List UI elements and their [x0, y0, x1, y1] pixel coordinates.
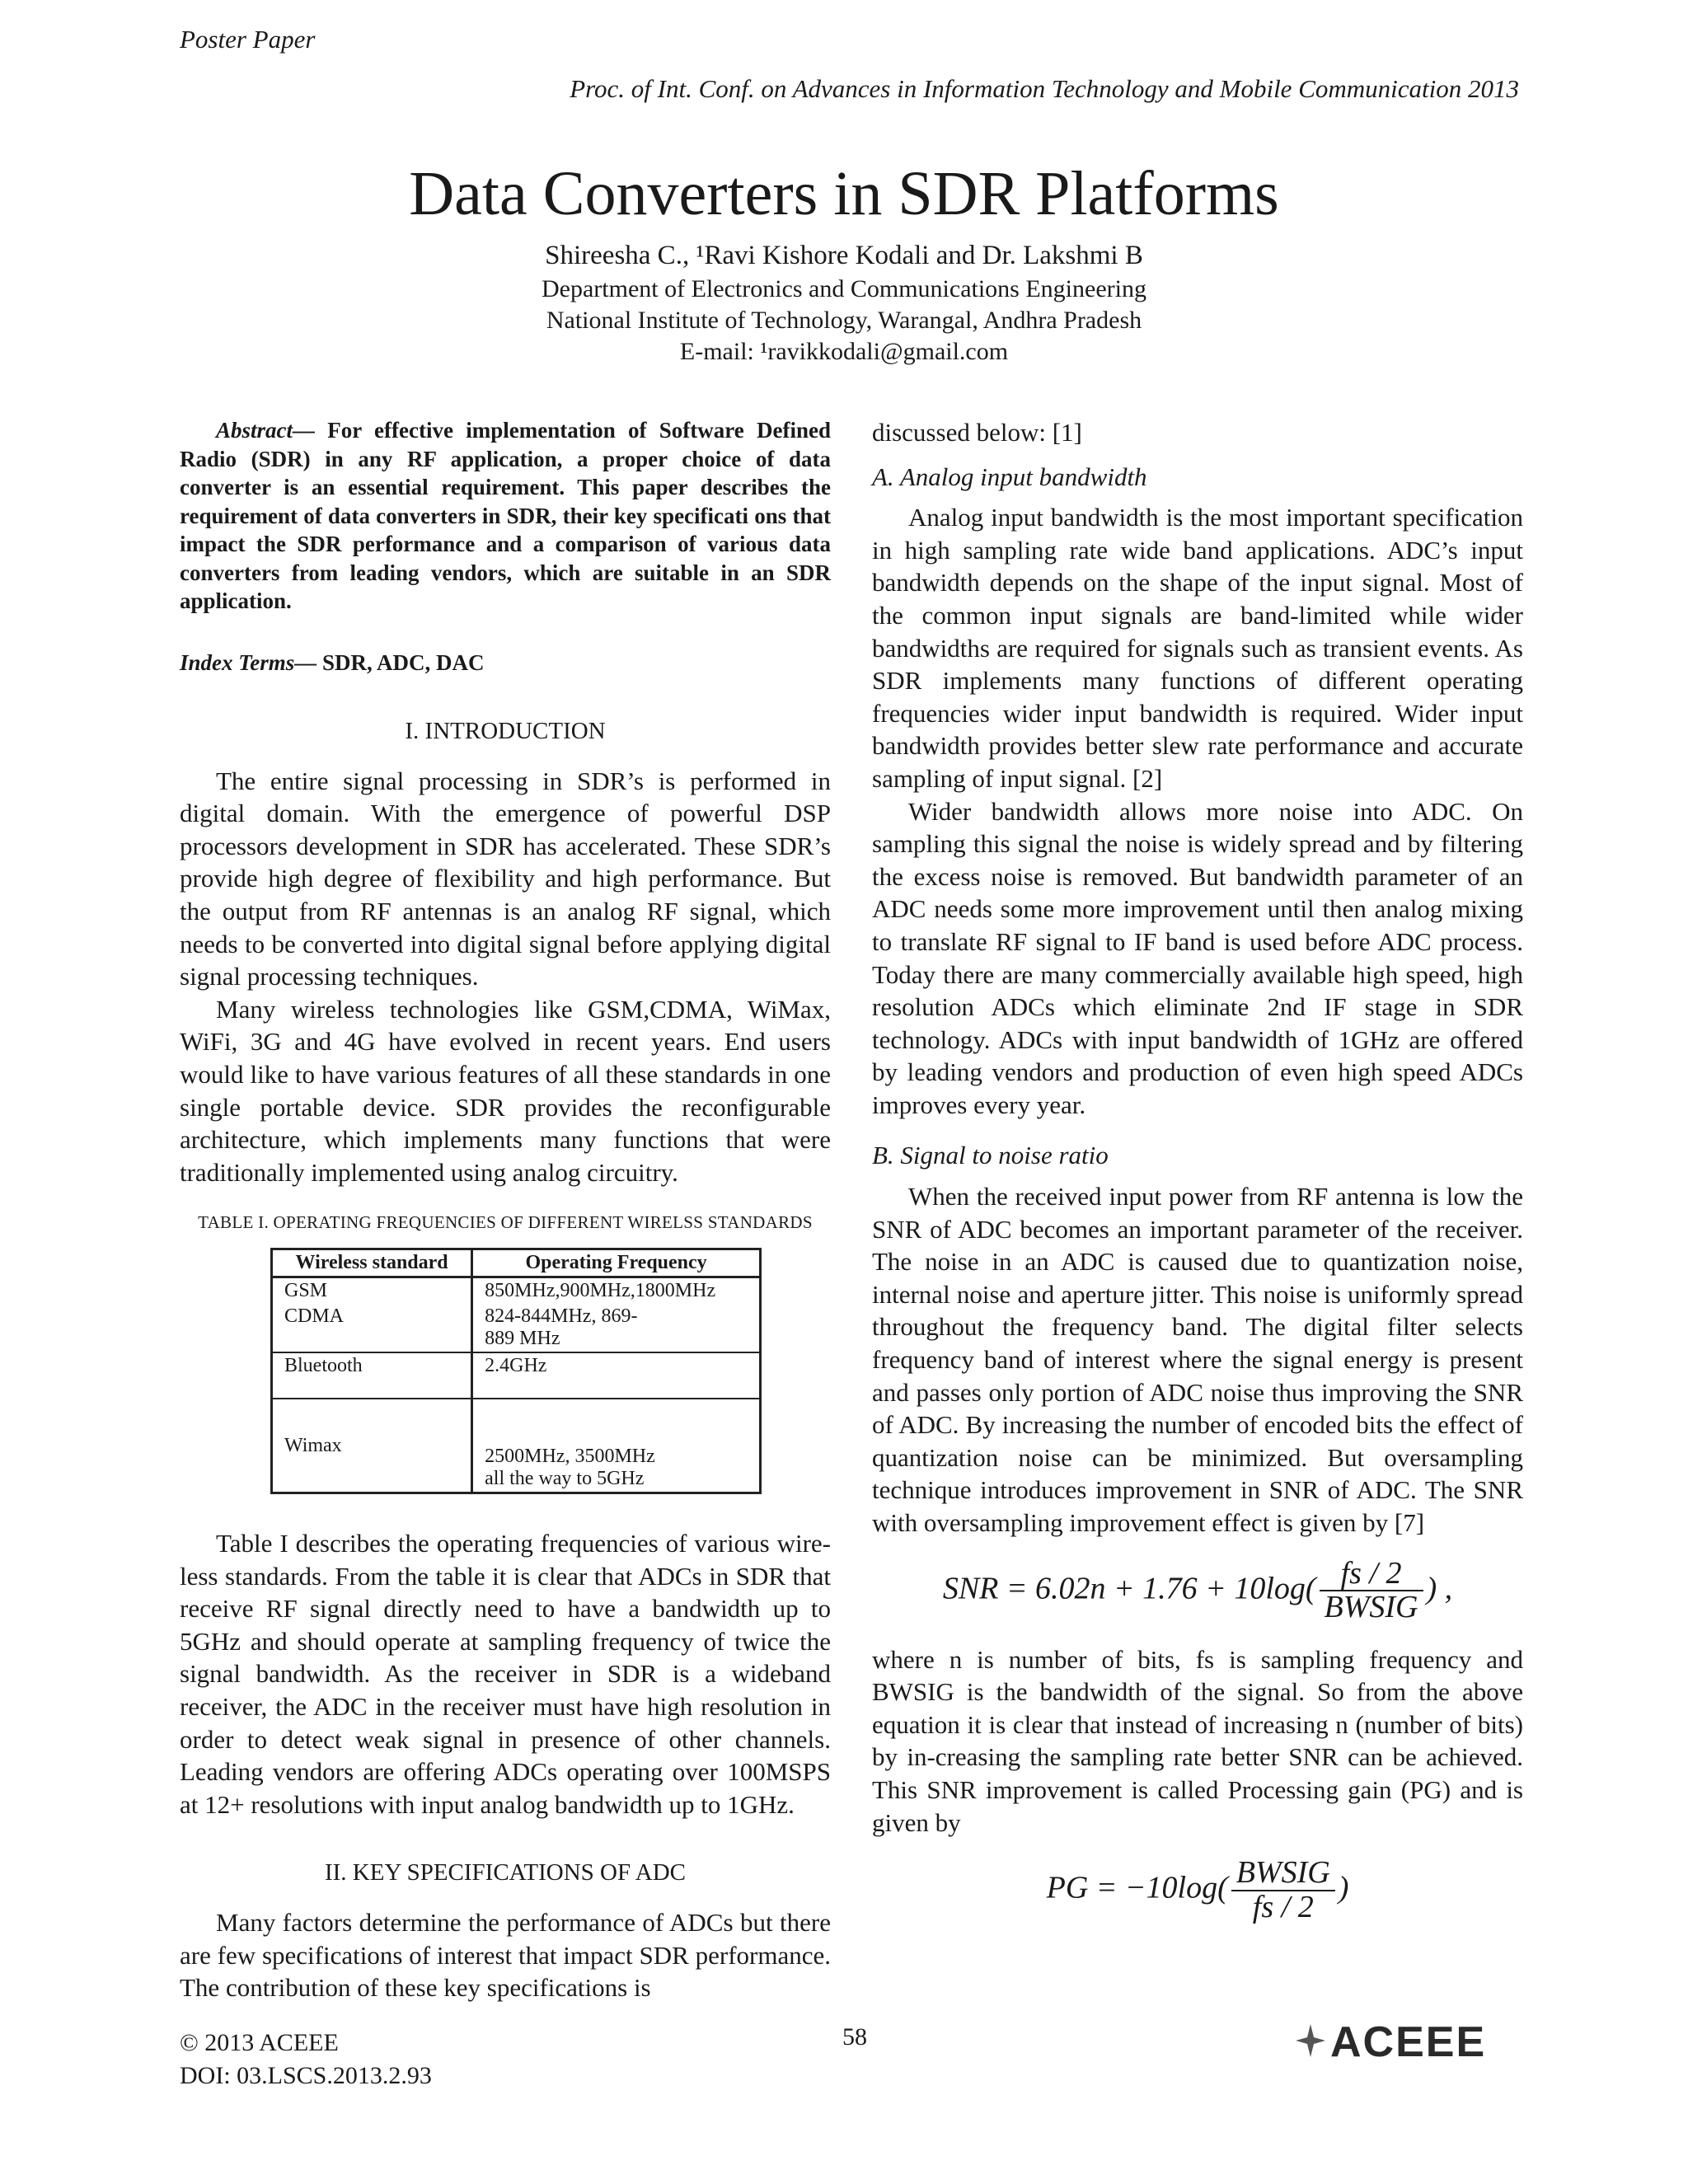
index-terms-text: SDR, ADC, DAC [316, 649, 485, 675]
intro-paragraph-1: The entire signal processing in SDR’s is performed in digital domain. With the emergence of powerful DSP processors development in SDR has accelerated. These SDR’s provide high degree of flexibility and high performance. But the output from RF antennas is an analog RF signal, which needs to be converted into digital signal before applying digital signal processing techniques. [180, 766, 831, 991]
index-terms [180, 647, 831, 680]
analog-bandwidth-paragraph-2: Wider bandwidth allows more noise into ADC. On sampling this signal the noise is widely spread and by filtering the excess noise is removed. But bandwidth parameter of an ADC needs some more improvement until then analog mixing to translate RF signal to IF band is used before ADC process. Today there are many commercially available high speed, high resolution ADCs which eliminate 2nd IF stage in SDR technology. ADCs with input bandwidth of 1GHz are offered by leading vendors and production of even high speed ADCs improves every year. [872, 796, 1523, 1119]
department: Department of Electronics and Communications Engineering [542, 275, 1146, 302]
equation-text: ) , [1426, 1570, 1453, 1605]
table-cell: 2.4GHz [472, 1352, 761, 1399]
key-specs-paragraph: Many factors determine the performance of ADCs but there are few specifications of interest that impact SDR performance. The contribution of these key specifications is [180, 1907, 831, 2003]
snr-paragraph-1: When the received input power from RF antenna is low the SNR of ADC becomes an important parameter of the receiver. The noise in an ADC is caused due to quantization noise, internal noise and aperture jitter. This noise is uniformly spread throughout the frequency band. The digital filter selects frequency band of interest where the signal energy is present and passes only portion of ADC noise thus improving the SNR of ADC. By increasing the number of encoded bits the effect of quantization noise can be minimized. But oversampling technique introduces improvement in SNR of ADC. The SNR with oversampling improvement effect is given by [7] [872, 1182, 1523, 1537]
key-specs-continued: discussed below: [1] [872, 418, 1082, 447]
logo-text: ACEEE [1330, 2018, 1487, 2066]
page-number: 58 [842, 2023, 867, 2050]
table-cell: Bluetooth [272, 1352, 472, 1399]
equation-text: PG = −10log( [1046, 1870, 1228, 1905]
equation-fraction: $\frac{fs / 2}{\text{BWSIG}}$ [1320, 1558, 1423, 1624]
snr-paragraph-2: where n is number of bits, fs is sampling frequency and BWSIG is the bandwidth of the signal. So from the above equation it is clear that instead of increasing n (number of bits) by in-creasing the sampling rate better SNR can be achieved. This SNR improvement is called Processing gain (PG) and is given by [872, 1644, 1523, 1837]
subsection-heading-snr: B. Signal to noise ratio [872, 1141, 1109, 1170]
subsection-heading-analog-bandwidth: A. Analog input bandwidth [872, 462, 1147, 491]
table-cell: GSM [272, 1277, 472, 1305]
author-list: Shireesha C., ¹Ravi Kishore Kodali and Dr. Lakshmi B [545, 241, 1143, 270]
table-description-paragraph: Table I describes the operating frequencies of various wire-less standards. From the table it is clear that ADCs in SDR that receive RF signal directly need to have a bandwidth up to 5GHz and should operate at sampling frequency of twice the signal bandwidth. As the receiver in SDR is a wideband receiver, the ADC in the receiver must have high resolution in order to detect weak signal in presence of other channels. Leading vendors are offering ADCs operating over 100MSPS at 12+ resolutions with input analog bandwidth up to 1GHz. [180, 1529, 831, 1819]
paper-title: Data Converters in SDR Platforms [409, 159, 1279, 228]
pg-equation [872, 1857, 1523, 1928]
section-heading-introduction: I. INTRODUCTION [405, 718, 606, 745]
table-row [272, 1277, 761, 1305]
table-cell: CDMA [272, 1304, 472, 1352]
proceedings-line: Proc. of Int. Conf. on Advances in Information Technology and Mobile Communication 2013 [570, 74, 1519, 103]
venue-type: Poster Paper [180, 25, 316, 54]
right-column [872, 416, 1523, 1943]
equation-fraction: $\frac{\text{BWSIG}}{fs / 2}$ [1231, 1857, 1335, 1924]
aceee-logo [1294, 2018, 1521, 2067]
email: E-mail: ¹ravikkodali@gmail.com [679, 338, 1009, 365]
table-header: Wireless standard [272, 1249, 472, 1277]
intro-paragraph-2: Many wireless technologies like GSM,CDMA, WiMax, WiFi, 3G and 4G have evolved in recent years. End users would like to have various features of all these standards in one single portable device. SDR provides the reconfigurable architecture, which implements many functions that were traditionally implemented using analog circuitry. [180, 994, 831, 1187]
abstract-label: Abstract— [216, 418, 316, 443]
table-cell: 850MHz,900MHz,1800MHz [472, 1277, 761, 1305]
table-cell: Wimax [272, 1399, 472, 1493]
copyright: © 2013 ACEEE [180, 2029, 339, 2056]
doi: DOI: 03.LSCS.2013.2.93 [180, 2062, 432, 2089]
table-cell: 824-844MHz, 869- 889 MHz [472, 1304, 761, 1352]
table-caption: TABLE I. OPERATING FREQUENCIES OF DIFFERENT WIRELSS STANDARDS [198, 1212, 813, 1233]
snr-equation [872, 1555, 1523, 1629]
equation-text: ) [1338, 1870, 1349, 1905]
equation-text: SNR = 6.02n + 1.76 + 10log( [942, 1570, 1316, 1605]
index-terms-label: Index Terms— [180, 649, 317, 675]
left-column [180, 416, 831, 2004]
logo-star-icon [1294, 2021, 1327, 2062]
table-cell: 2500MHz, 3500MHz all the way to 5GHz [472, 1399, 761, 1493]
abstract [180, 416, 831, 616]
table-row [272, 1304, 761, 1352]
table-row [272, 1399, 761, 1493]
section-heading-key-specs: II. KEY SPECIFICATIONS OF ADC [324, 1859, 686, 1886]
frequency-table [270, 1248, 762, 1494]
table-header: Operating Frequency [472, 1249, 761, 1277]
institute: National Institute of Technology, Warangal, Andhra Pradesh [546, 307, 1142, 334]
abstract-text: For effective implementation of Software Defined Radio (SDR) in any RF application, a proper choice of data converter is an essential requirement. This paper describes the requirement of data converters in SDR, their key specificati ons that impact the SDR performance and a comparison of various data converters from leading vendors, which are suitable in an SDR application. [180, 418, 831, 613]
table-row [272, 1352, 761, 1399]
analog-bandwidth-paragraph-1: Analog input bandwidth is the most important specification in high sampling rate wide band applications. ADC’s input bandwidth depends on the shape of the input signal. Most of the common input signals are band-limited while wider bandwidths are required for signals such as transient events. As SDR implements many functions of different operating frequencies wider input bandwidth is required. Wider input bandwidth provides better slew rate performance and accurate sampling of input signal. [2] [872, 503, 1523, 793]
